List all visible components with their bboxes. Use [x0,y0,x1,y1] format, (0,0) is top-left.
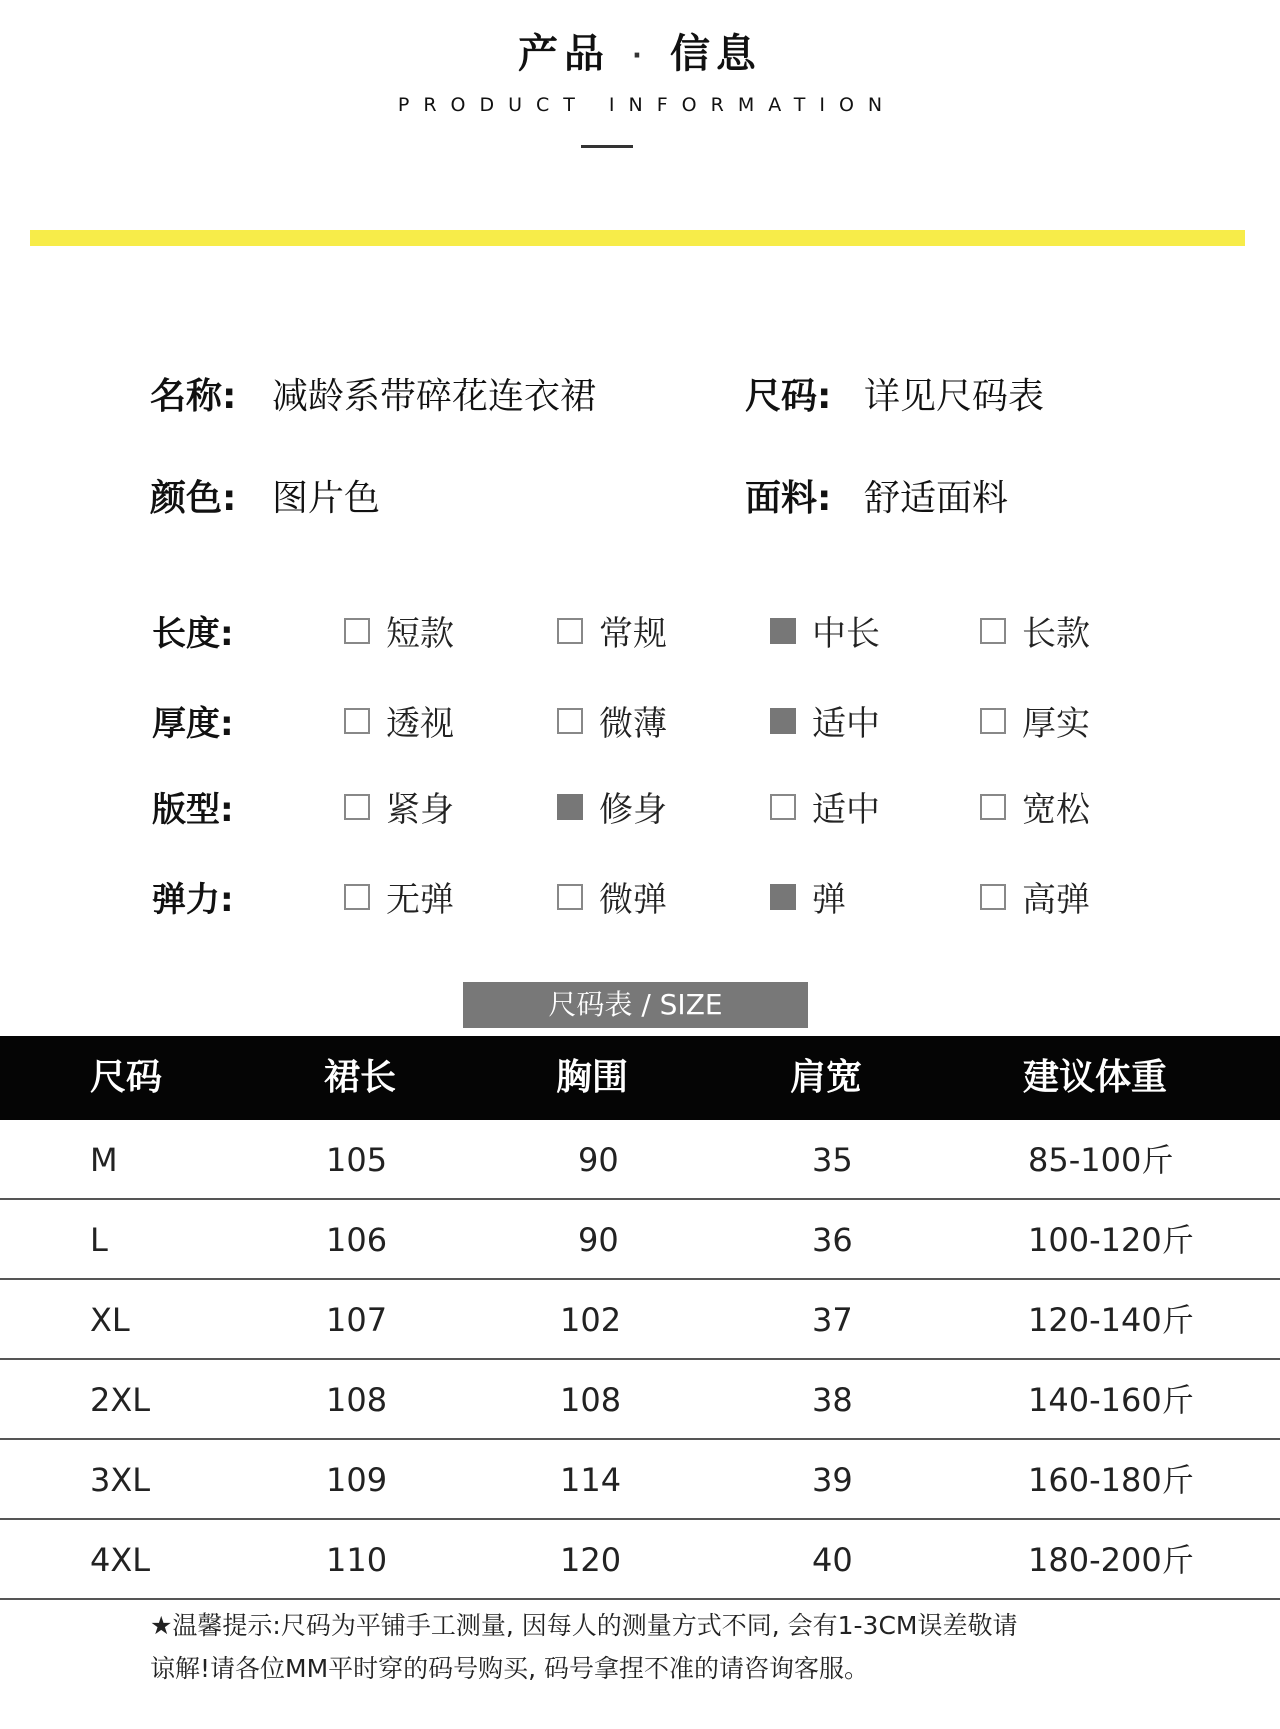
option-label: 微弹 [599,880,667,920]
option-thickness-3[interactable] [980,696,1090,745]
header-size: 尺码 [90,1057,163,1098]
cell-bust: 114 [560,1461,622,1499]
cell-size: 4XL [90,1541,151,1579]
page-subtitle: PRODUCT INFORMATION [397,94,897,116]
cell-weight: 140-160斤 [1028,1381,1194,1419]
option-label: 微薄 [599,704,667,744]
cell-bust: 120 [560,1541,622,1579]
title-left: 产品 [518,31,611,77]
cell-size: XL [90,1301,130,1339]
attr-label-stretch: 弹力: [152,880,234,920]
table-row [0,1520,1280,1600]
checkbox-icon[interactable] [980,794,1006,820]
checkbox-checked-icon[interactable] [770,618,796,644]
checkbox-icon[interactable] [980,708,1006,734]
color-label: 颜色: [150,478,237,519]
cell-length: 108 [326,1381,388,1419]
cell-weight: 85-100斤 [1028,1141,1174,1179]
option-length-0[interactable] [344,606,454,655]
header-shoulder: 肩宽 [790,1057,863,1098]
checkbox-icon[interactable] [557,618,583,644]
cell-length: 106 [326,1221,388,1259]
note-line-1: ★温馨提示:尺码为平铺手工测量, 因每人的测量方式不同, 会有1-3CM误差敬请 [150,1611,1018,1640]
title-right: 信息 [669,31,762,77]
option-label: 适中 [812,704,880,744]
attr-label-fit: 版型: [152,790,234,830]
page-title [0,22,1280,79]
note-line-2: 谅解!请各位MM平时穿的码号购买, 码号拿捏不准的请咨询客服。 [150,1654,870,1683]
option-thickness-0[interactable] [344,696,454,745]
option-thickness-2[interactable] [770,696,880,745]
checkbox-icon[interactable] [770,794,796,820]
cell-shoulder: 37 [812,1301,853,1339]
table-row [0,1360,1280,1440]
color-value: 图片色 [272,478,381,519]
title-separator: · [632,41,648,71]
cell-bust: 90 [578,1221,619,1259]
cell-length: 110 [326,1541,388,1579]
checkbox-icon[interactable] [980,618,1006,644]
cell-size: L [90,1221,108,1259]
title-underline [581,145,633,148]
option-length-1[interactable] [557,606,667,655]
cell-shoulder: 38 [812,1381,853,1419]
checkbox-checked-icon[interactable] [770,708,796,734]
cell-shoulder: 35 [812,1141,853,1179]
option-label: 紧身 [386,790,454,830]
option-label: 短款 [386,614,454,654]
name-label: 名称: [150,376,237,417]
checkbox-icon[interactable] [344,708,370,734]
checkbox-icon[interactable] [344,794,370,820]
option-label: 常规 [599,614,667,654]
table-row [0,1280,1280,1360]
checkbox-icon[interactable] [557,708,583,734]
cell-shoulder: 36 [812,1221,853,1259]
size-value: 详见尺码表 [864,376,1045,417]
option-label: 适中 [812,790,880,830]
table-row [0,1200,1280,1280]
option-stretch-0[interactable] [344,872,454,921]
cell-length: 109 [326,1461,388,1499]
accent-divider [30,230,1245,246]
size-chart-title: 尺码表 / SIZE [463,982,808,1028]
cell-size: M [90,1141,118,1179]
option-label: 厚实 [1022,704,1090,744]
option-length-3[interactable] [980,606,1090,655]
table-row [0,1440,1280,1520]
option-thickness-1[interactable] [557,696,667,745]
checkbox-icon[interactable] [557,884,583,910]
cell-size: 2XL [90,1381,151,1419]
option-fit-3[interactable] [980,782,1090,831]
option-fit-2[interactable] [770,782,880,831]
option-label: 修身 [599,790,667,830]
option-label: 高弹 [1022,880,1090,920]
option-length-2[interactable] [770,606,880,655]
size-table-header [0,1036,1280,1120]
cell-weight: 180-200斤 [1028,1541,1194,1579]
option-stretch-2[interactable] [770,872,846,921]
cell-bust: 102 [560,1301,622,1339]
option-label: 长款 [1022,614,1090,654]
cell-length: 105 [326,1141,388,1179]
checkbox-icon[interactable] [344,884,370,910]
attr-label-length: 长度: [152,614,234,654]
option-label: 无弹 [386,880,454,920]
cell-weight: 160-180斤 [1028,1461,1194,1499]
option-label: 弹 [812,880,846,920]
option-label: 宽松 [1022,790,1090,830]
option-fit-0[interactable] [344,782,454,831]
option-stretch-1[interactable] [557,872,667,921]
cell-shoulder: 39 [812,1461,853,1499]
option-label: 透视 [386,704,454,744]
checkbox-checked-icon[interactable] [770,884,796,910]
fabric-label: 面料: [745,478,832,519]
cell-size: 3XL [90,1461,151,1499]
cell-weight: 100-120斤 [1028,1221,1194,1259]
checkbox-icon[interactable] [980,884,1006,910]
cell-weight: 120-140斤 [1028,1301,1194,1339]
header-length: 裙长 [324,1057,397,1098]
option-fit-1[interactable] [557,782,667,831]
checkbox-icon[interactable] [344,618,370,644]
header-bust: 胸围 [556,1057,629,1098]
cell-bust: 108 [560,1381,622,1419]
header-weight: 建议体重 [1023,1057,1168,1098]
option-label: 中长 [812,614,880,654]
table-row [0,1120,1280,1200]
name-value: 减龄系带碎花连衣裙 [272,376,597,417]
size-label: 尺码: [745,376,832,417]
cell-length: 107 [326,1301,388,1339]
checkbox-checked-icon[interactable] [557,794,583,820]
attr-label-thickness: 厚度: [152,704,234,744]
option-stretch-3[interactable] [980,872,1090,921]
cell-bust: 90 [578,1141,619,1179]
fabric-value: 舒适面料 [864,478,1009,519]
cell-shoulder: 40 [812,1541,853,1579]
